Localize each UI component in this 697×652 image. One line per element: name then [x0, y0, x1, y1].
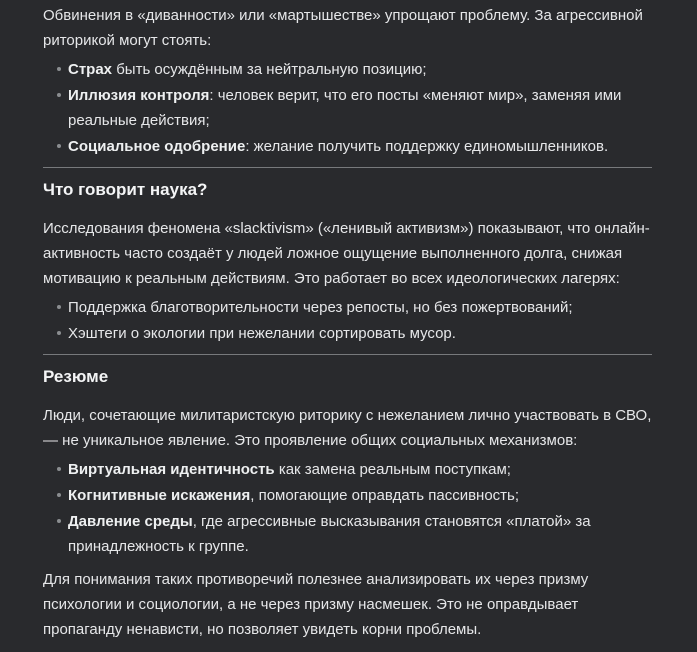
bold-text-run: Виртуальная идентичность — [68, 461, 275, 478]
list-item — [43, 83, 652, 133]
bullet-icon — [57, 93, 61, 97]
bullet-icon — [57, 467, 61, 471]
list-item — [43, 483, 652, 508]
text-run: Обвинения в «диванности» или «мартышестве» упрощают проблему. За агрессивной риторикой могут стоять: — [43, 7, 643, 49]
section-divider — [43, 354, 652, 355]
bullet-icon — [57, 331, 61, 335]
text-run: Люди, сочетающие милитаристскую риторику с нежеланием лично участвовать в СВО, — не уникальное явление. Это проявление общих социальных механизмов: — [43, 407, 652, 449]
bold-text-run: Социальное одобрение — [68, 138, 246, 155]
list-item — [43, 509, 652, 559]
list-item-text — [68, 299, 573, 316]
section-divider — [43, 167, 652, 168]
paragraph — [43, 3, 652, 53]
list-item-text — [68, 487, 519, 504]
text-run: , помогающие оправдать пассивность; — [250, 487, 520, 504]
bullet-icon — [57, 493, 61, 497]
list-item — [43, 295, 652, 320]
paragraph — [43, 567, 652, 642]
text-run: Хэштеги о экологии при нежелании сортировать мусор. — [68, 325, 456, 342]
bold-text-run: Страх — [68, 61, 113, 78]
text-run: быть осуждённым за нейтральную позицию; — [112, 61, 427, 78]
chat-window — [0, 3, 697, 652]
text-run: Поддержка благотворительности через репосты, но без пожертвований; — [68, 299, 573, 316]
list-item — [43, 57, 652, 82]
text-run: : желание получить поддержку единомышленников. — [245, 138, 609, 155]
text-run: как замена реальным поступкам; — [274, 461, 511, 478]
list-item-text — [68, 138, 608, 155]
list-item-text — [68, 87, 621, 129]
list-item — [43, 134, 652, 159]
bold-text-run: Давление среды — [68, 513, 193, 530]
bold-text-run: Иллюзия контроля — [68, 87, 210, 104]
paragraph — [43, 403, 652, 453]
list-item-text — [68, 461, 511, 478]
bullet-icon — [57, 144, 61, 148]
list-item — [43, 321, 652, 346]
bullet-list — [43, 457, 652, 559]
text-run: Для понимания таких противоречий полезнее анализировать их через призму психологии и социологии, а не через призму насмешек. Это не оправдывает пропаганду ненависти, но позволяет увидеть корни проблемы. — [43, 571, 589, 638]
text-run: Исследования феномена «slacktivism» («ленивый активизм») показывают, что онлайн-активность часто создаёт у людей ложное ощущение выполненного долга, снижая мотивацию к реальным действиям. Это работает во всех идеологических лагерях: — [43, 220, 650, 287]
section-heading: Резюме — [43, 367, 109, 386]
list-item-text — [68, 325, 456, 342]
list-item — [43, 457, 652, 482]
list-item-text — [68, 513, 591, 555]
list-item-text — [68, 61, 427, 78]
bullet-icon — [57, 67, 61, 71]
assistant-message-content — [0, 3, 697, 642]
bullet-list — [43, 295, 652, 346]
bold-text-run: Когнитивные искажения — [68, 487, 251, 504]
bullet-list — [43, 57, 652, 159]
section-heading: Что говорит наука? — [43, 180, 208, 199]
bullet-icon — [57, 305, 61, 309]
text-run: , где агрессивные высказывания становятся «платой» за принадлежность к группе. — [68, 513, 591, 555]
bullet-icon — [57, 519, 61, 523]
paragraph — [43, 216, 652, 291]
text-run: : человек верит, что его посты «меняют мир», заменяя ими реальные действия; — [68, 87, 622, 129]
